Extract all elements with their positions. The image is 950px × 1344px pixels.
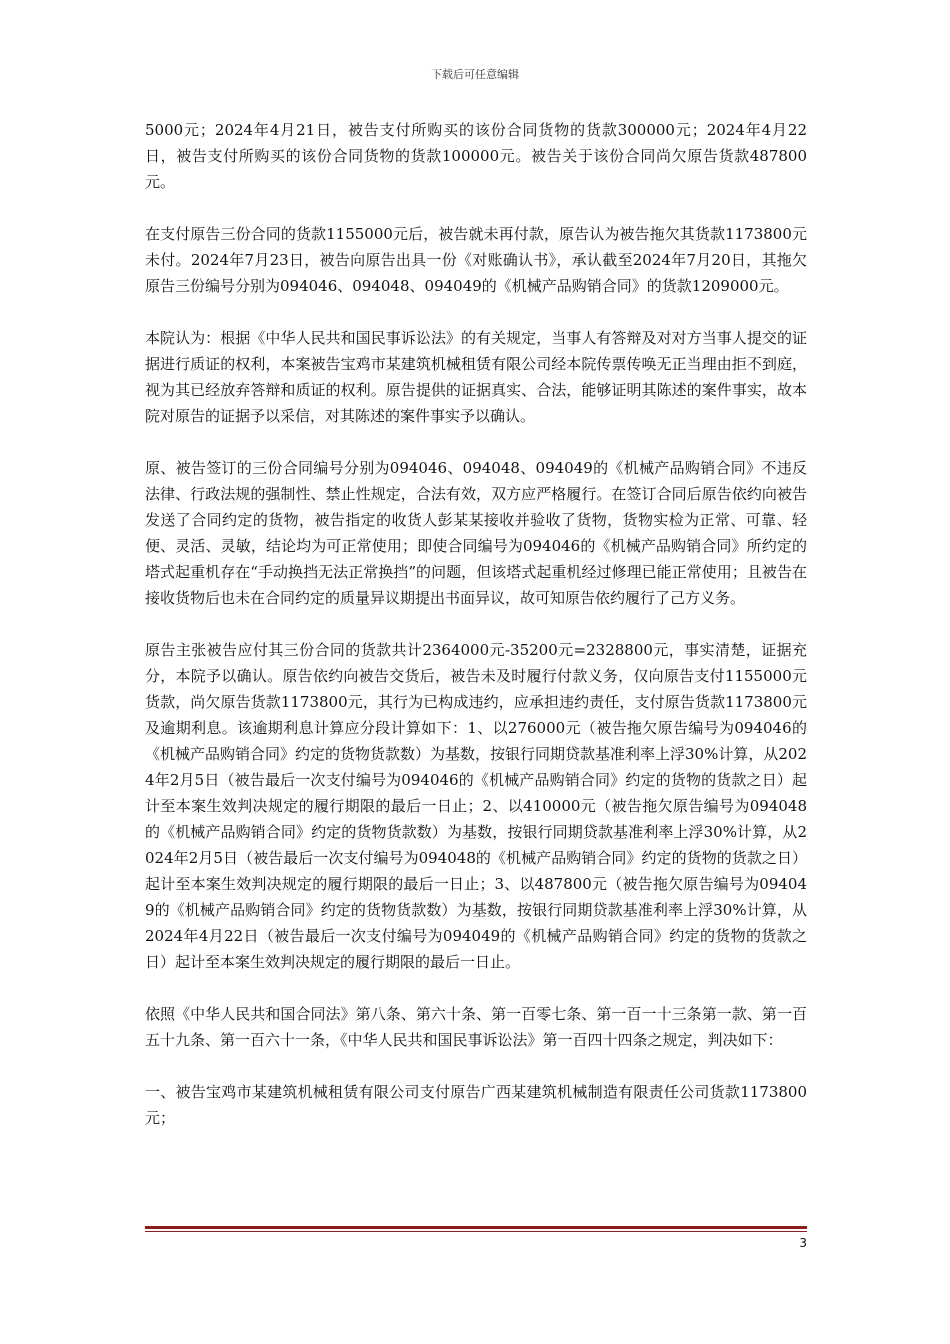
- footer-rule-thin: [145, 1231, 807, 1232]
- paragraph: 原告主张被告应付其三份合同的货款共计2364000元-35200元=2328800元，事实清楚，证据充分，本院予以确认。原告依约向被告交货后，被告未及时履行付款义务，仅向原告支付1155000元货款，尚欠原告货款1173800元，其行为已构成违约，应承担违约责任，支付原告货款1173800元及逾期利息。该逾期利息计算应分段计算如下：1、以276000元（被告拖欠原告编号为094046的《机械产品购销合同》约定的货物货款数）为基数，按银行同期贷款基准利率上浮30%计算，从2024年2月5日（被告最后一次支付编号为094046的《机械产品购销合同》约定的货物的货款之日）起计至本案生效判决规定的履行期限的最后一日止；2、以410000元（被告拖欠原告编号为094048的《机械产品购销合同》约定的货物货款数）为基数，按银行同期贷款基准利率上浮30%计算，从2024年2月5日（被告最后一次支付编号为094048的《机械产品购销合同》约定的货物的货款之日）起计至本案生效判决规定的履行期限的最后一日止；3、以487800元（被告拖欠原告编号为094049的《机械产品购销合同》约定的货物货款数）为基数，按银行同期贷款基准利率上浮30%计算，从2024年4月22日（被告最后一次支付编号为094049的《机械产品购销合同》约定的货物的货款之日）起计至本案生效判决规定的履行期限的最后一日止。: [145, 641, 807, 971]
- document-body: [145, 117, 807, 1157]
- page-number: 3: [799, 1236, 807, 1250]
- paragraph: 在支付原告三份合同的货款1155000元后，被告就未再付款，原告认为被告拖欠其货款1173800元未付。2024年7月23日，被告向原告出具一份《对账确认书》，承认截至2024年7月20日，其拖欠原告三份编号分别为094046、094048、094049的《机械产品购销合同》的货款1209000元。: [145, 225, 807, 295]
- page-header: 下载后可任意编辑: [431, 68, 519, 81]
- paragraph: 依照《中华人民共和国合同法》第八条、第六十条、第一百零七条、第一百一十三条第一款、第一百五十九条、第一百六十一条，《中华人民共和国民事诉讼法》第一百四十四条之规定，判决如下：: [145, 1005, 807, 1049]
- paragraph: 本院认为：根据《中华人民共和国民事诉讼法》的有关规定，当事人有答辩及对对方当事人提交的证据进行质证的权利，本案被告宝鸡市某建筑机械租赁有限公司经本院传票传唤无正当理由拒不到庭，视为其已经放弃答辩和质证的权利。原告提供的证据真实、合法，能够证明其陈述的案件事实，故本院对原告的证据予以采信，对其陈述的案件事实予以确认。: [145, 329, 807, 425]
- footer-rule-thick: [145, 1226, 807, 1229]
- paragraph: 5000元；2024年4月21日，被告支付所购买的该份合同货物的货款300000元；2024年4月22日，被告支付所购买的该份合同货物的货款100000元。被告关于该份合同尚欠原告货款487800元。: [145, 121, 807, 191]
- paragraph: 原、被告签订的三份合同编号分别为094046、094048、094049的《机械产品购销合同》不违反法律、行政法规的强制性、禁止性规定，合法有效，双方应严格履行。在签订合同后原告依约向被告发送了合同约定的货物，被告指定的收货人彭某某接收并验收了货物，货物实检为正常、可靠、轻便、灵活、灵敏，结论均为可正常使用；即使合同编号为094046的《机械产品购销合同》所约定的塔式起重机存在“手动换挡无法正常换挡”的问题，但该塔式起重机经过修理已能正常使用；且被告在接收货物后也未在合同约定的质量异议期提出书面异议，故可知原告依约履行了己方义务。: [145, 459, 807, 607]
- paragraph: 一、被告宝鸡市某建筑机械租赁有限公司支付原告广西某建筑机械制造有限责任公司货款1173800元；: [145, 1083, 807, 1127]
